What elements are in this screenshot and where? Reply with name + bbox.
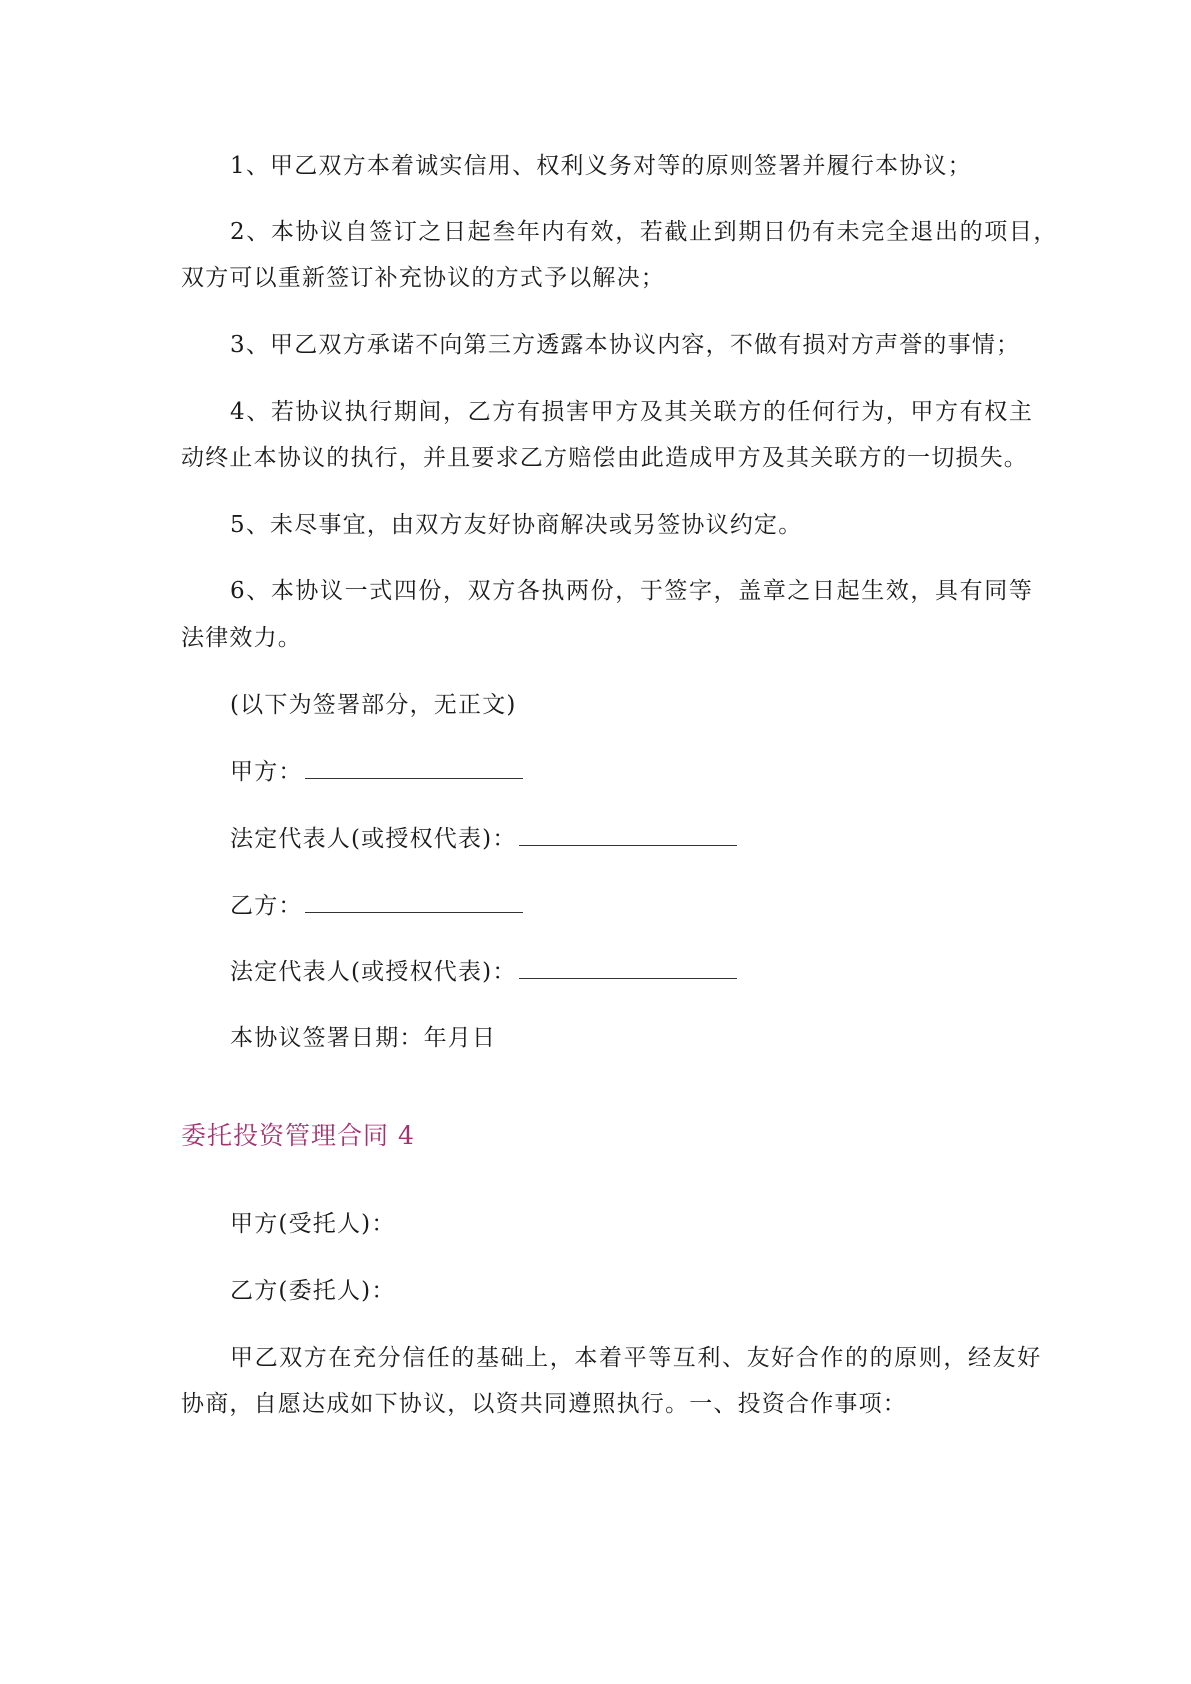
clause-3: 3、甲乙双方承诺不向第三方透露本协议内容，不做有损对方声誉的事情； xyxy=(230,332,1021,358)
party-b-signature-blank xyxy=(305,890,523,913)
clause-2-line-1: 2、本协议自签订之日起叁年内有效，若截止到期日仍有未完全退出的项目， xyxy=(230,219,1059,245)
party-a-signature-blank xyxy=(305,756,523,779)
section-4-intro-line-2: 协商，自愿达成如下协议，以资共同遵照执行。一、投资合作事项： xyxy=(181,1391,907,1417)
rep-a-label: 法定代表人(或授权代表)： xyxy=(230,826,517,852)
signature-note: (以下为签署部分，无正文) xyxy=(230,692,517,718)
party-a-label: 甲方： xyxy=(230,759,303,785)
party-b-signature-row xyxy=(230,890,523,921)
section-4-intro-line-1: 甲乙双方在充分信任的基础上，本着平等互利、友好合作的的原则，经友好 xyxy=(230,1345,1042,1371)
clause-4-line-2: 动终止本协议的执行，并且要求乙方赔偿由此造成甲方及其关联方的一切损失。 xyxy=(181,445,1028,471)
rep-a-signature-blank xyxy=(519,823,737,846)
section-4-party-a: 甲方(受托人)： xyxy=(230,1211,396,1237)
rep-b-signature-blank xyxy=(519,956,737,979)
section-4-title: 委托投资管理合同 4 xyxy=(181,1121,415,1150)
party-b-label: 乙方： xyxy=(230,893,303,919)
signing-date: 本协议签署日期：年月日 xyxy=(230,1025,497,1051)
party-a-signature-row xyxy=(230,756,523,787)
clause-6-line-2: 法律效力。 xyxy=(181,625,302,651)
clause-6-line-1: 6、本协议一式四份，双方各执两份，于签字，盖章之日起生效，具有同等 xyxy=(230,578,1034,604)
rep-b-label: 法定代表人(或授权代表)： xyxy=(230,959,517,985)
clause-5: 5、未尽事宜，由双方友好协商解决或另签协议约定。 xyxy=(230,512,803,538)
rep-a-signature-row xyxy=(230,823,737,854)
section-4-party-b: 乙方(委托人)： xyxy=(230,1278,396,1304)
clause-2-line-2: 双方可以重新签订补充协议的方式予以解决； xyxy=(181,265,665,291)
clause-4-line-1: 4、若协议执行期间，乙方有损害甲方及其关联方的任何行为，甲方有权主 xyxy=(230,399,1034,425)
clause-1: 1、甲乙双方本着诚实信用、权利义务对等的原则签署并履行本协议； xyxy=(230,153,972,179)
rep-b-signature-row xyxy=(230,956,737,987)
